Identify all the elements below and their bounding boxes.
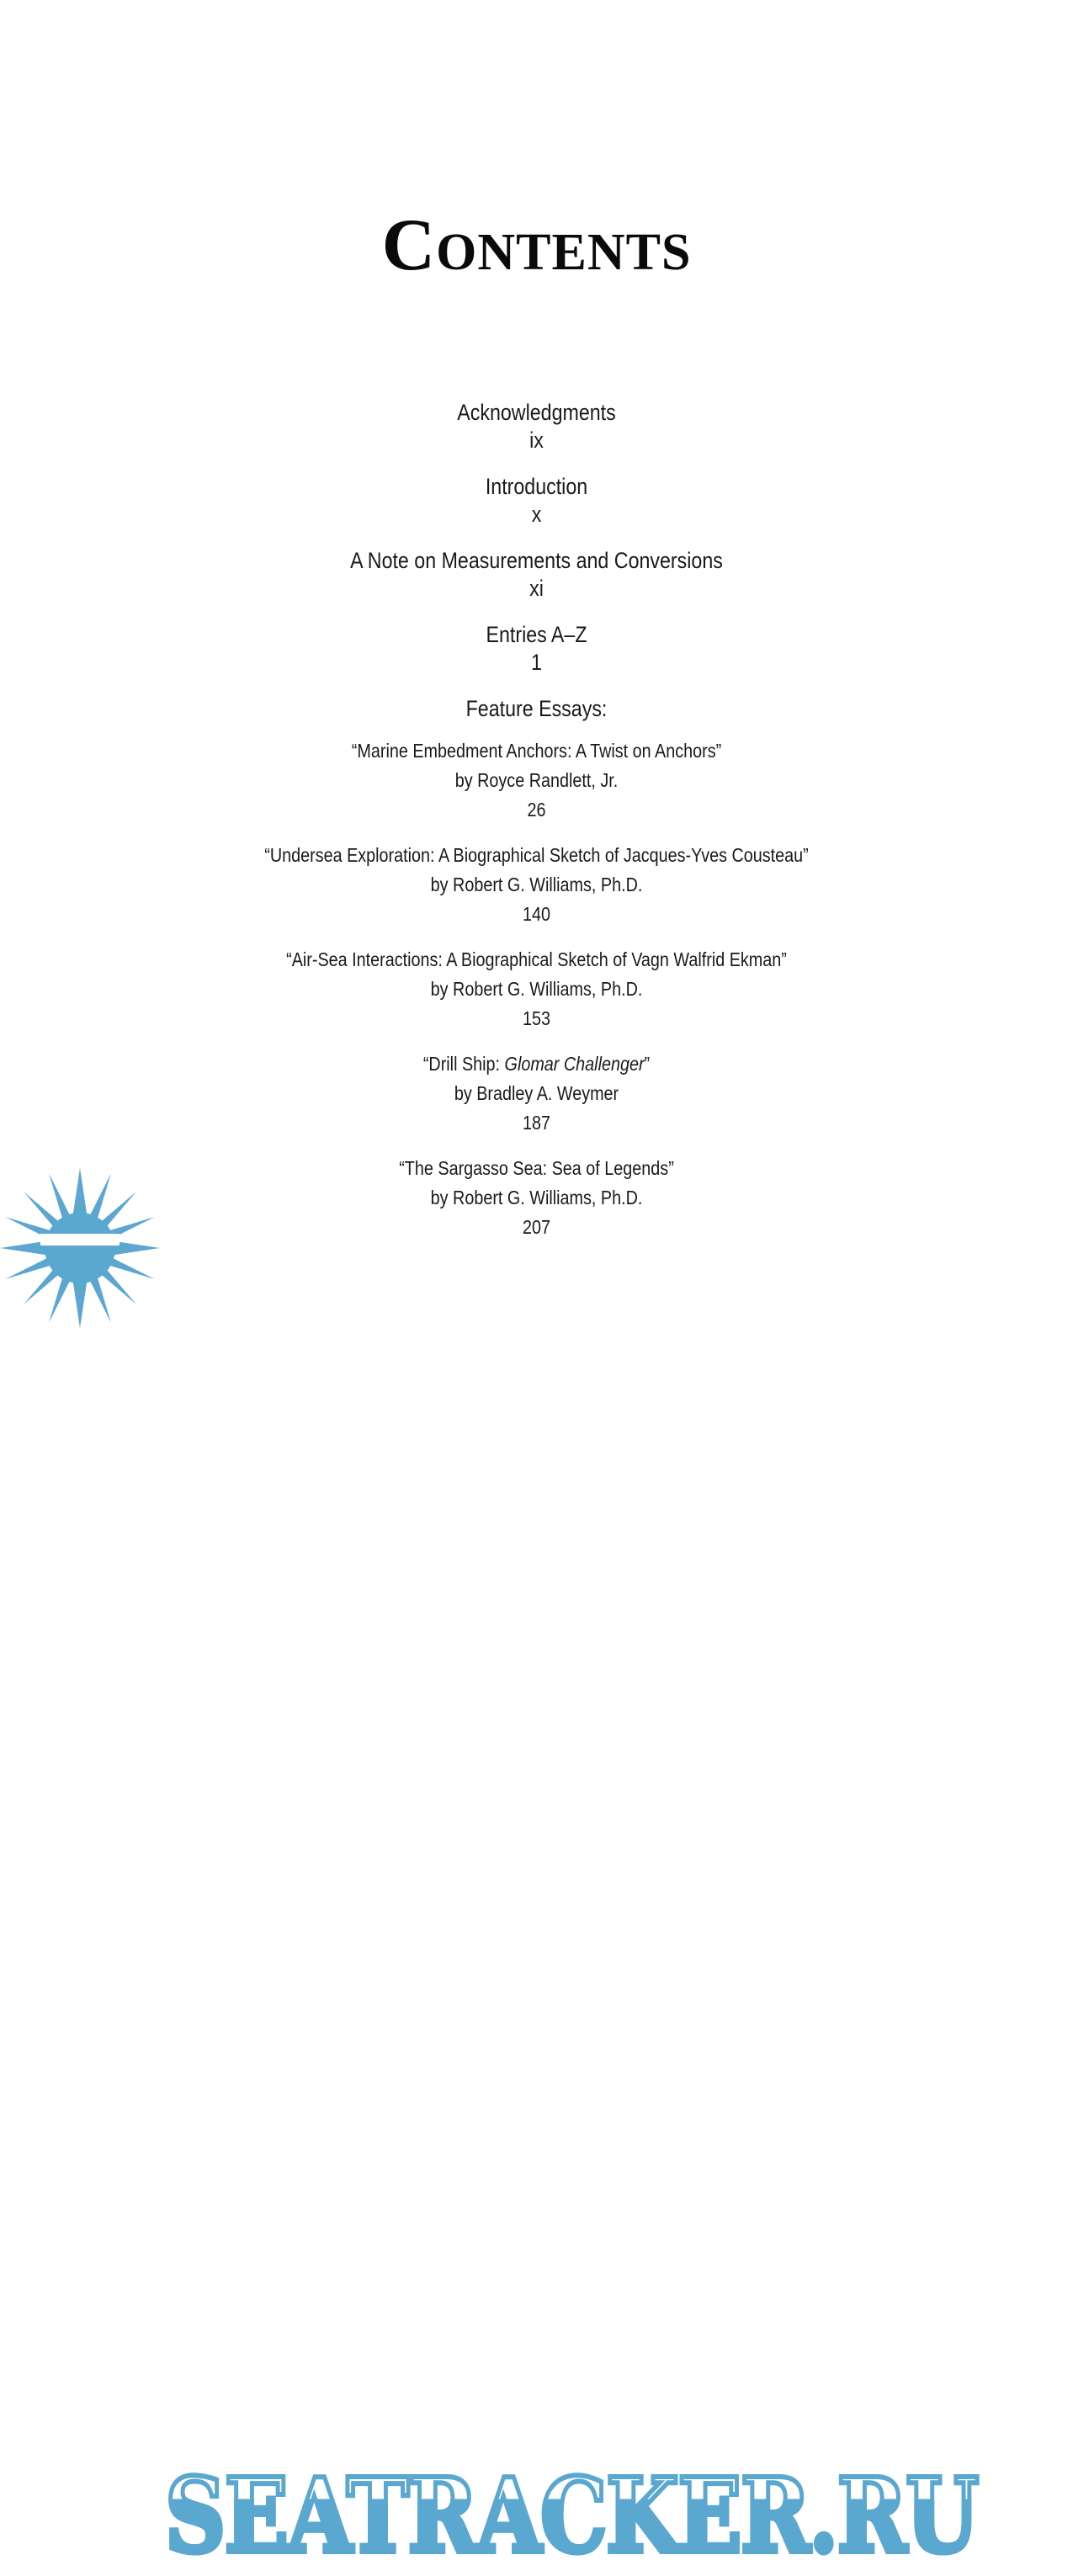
essay-item <box>0 1049 1073 1138</box>
essay-item <box>0 841 1073 929</box>
essay-author: by Royce Randlett, Jr. <box>454 769 619 791</box>
toc-entry-label: A Note on Measurements and Conversions <box>350 548 723 573</box>
toc-entry-label: Acknowledgments <box>457 400 616 425</box>
toc-entry-page: ix <box>529 428 544 453</box>
essay-page: 26 <box>527 799 546 821</box>
toc-entry-page: xi <box>529 576 544 601</box>
page-title: Contents <box>381 204 692 286</box>
table-of-contents <box>0 399 1073 1258</box>
essay-title: “Undersea Exploration: A Biographical Sketch of Jacques-Yves Cousteau” <box>264 844 809 866</box>
essay-item <box>0 736 1073 825</box>
essay-title: “Marine Embedment Anchors: A Twist on Anchors” <box>351 740 722 762</box>
essay-page: 207 <box>522 1216 551 1238</box>
toc-entry-label: Entries A–Z <box>486 622 587 647</box>
essay-author: by Robert G. Williams, Ph.D. <box>430 978 643 1000</box>
essay-page: 153 <box>522 1007 551 1029</box>
sun-icon <box>0 1168 160 1328</box>
essay-author: by Robert G. Williams, Ph.D. <box>430 874 643 895</box>
essay-author: by Robert G. Williams, Ph.D. <box>430 1187 643 1208</box>
essay-author: by Bradley A. Weymer <box>454 1082 619 1104</box>
watermark-text: SEATRACKER.RU <box>165 2455 978 2576</box>
toc-entry-page: x <box>531 502 542 527</box>
essay-title <box>75 1049 998 1079</box>
toc-entry-entries-a-z <box>0 621 1073 677</box>
toc-entry-introduction <box>0 473 1073 528</box>
toc-entry-label: Introduction <box>485 474 588 499</box>
essay-title-italic: Glomar Challenger <box>504 1053 645 1075</box>
essay-title-suffix: ” <box>644 1053 651 1075</box>
essay-title: “The Sargasso Sea: Sea of Legends” <box>399 1157 674 1179</box>
essay-page: 140 <box>522 903 551 925</box>
essay-title-prefix: “Drill Ship: <box>422 1053 505 1075</box>
essay-title: “Air-Sea Interactions: A Biographical Sketch of Vagn Walfrid Ekman” <box>286 948 787 970</box>
essay-page: 187 <box>522 1112 551 1134</box>
toc-entry-acknowledgments <box>0 399 1073 454</box>
feature-essays-heading: Feature Essays: <box>465 696 608 721</box>
essay-item <box>0 945 1073 1033</box>
toc-entry-measurements-note <box>0 547 1073 603</box>
watermark <box>0 1212 1073 2576</box>
toc-entry-page: 1 <box>531 650 542 675</box>
